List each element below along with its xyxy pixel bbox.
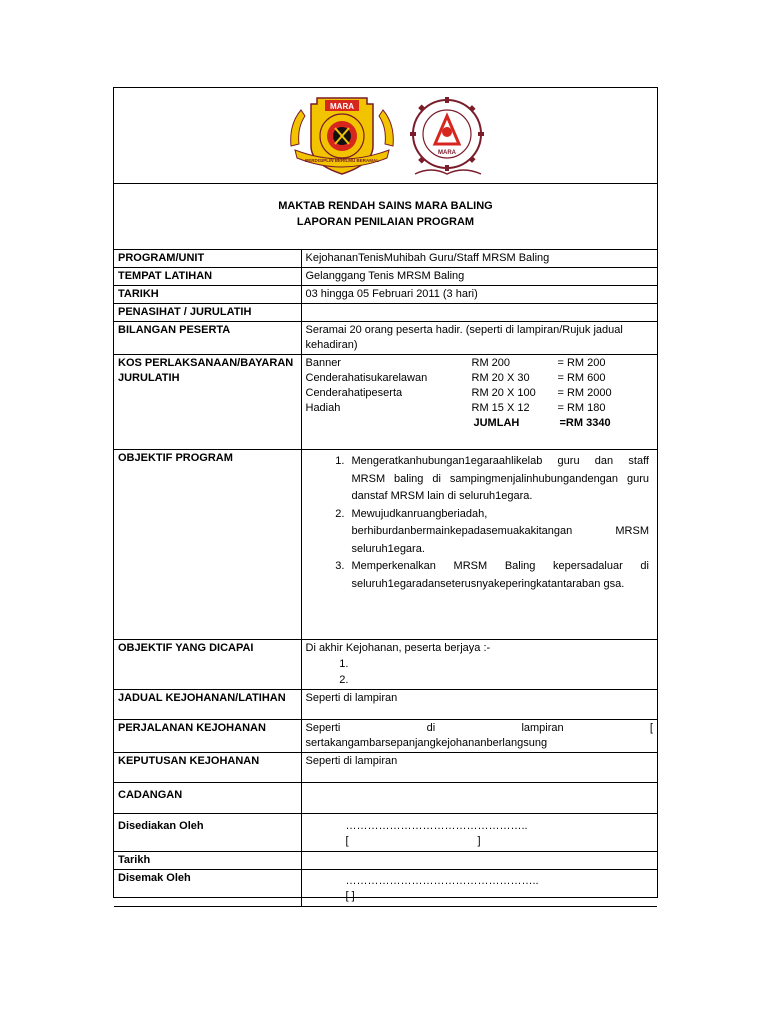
row-tempat [114, 268, 657, 286]
kos-calc: RM 20 X 30 [471, 372, 530, 384]
kos-item: Hadiah [305, 402, 341, 414]
objektif-list [306, 453, 650, 593]
value-jadual: Seperti di lampiran [301, 690, 657, 720]
row-penasihat [114, 304, 657, 322]
kos-total: = RM 180 [557, 402, 606, 414]
kos-jumlah-value: =RM 3340 [559, 417, 611, 429]
label-tarikh2: Tarikh [114, 852, 301, 870]
report-form-table [114, 249, 657, 907]
report-title: MAKTAB RENDAH SAINS MARA BALING [278, 200, 493, 212]
value-objektif [301, 450, 657, 640]
kos-line [306, 356, 654, 371]
signature-line: ………………………………………….. [345, 820, 528, 832]
value-bilangan: Seramai 20 orang peserta hadir. (seperti di lampiran/Rujuk jadual kehadiran) [301, 322, 657, 355]
row-perjalanan [114, 720, 657, 753]
kos-line [306, 386, 654, 401]
dicapai-item [352, 672, 654, 688]
dicapai-list [306, 656, 654, 688]
label-tarikh: TARIKH [114, 286, 301, 304]
row-dicapai [114, 640, 657, 690]
label-cadangan: CADANGAN [114, 783, 301, 814]
label-program: PROGRAM/UNIT [114, 250, 301, 268]
report-sheet [113, 87, 658, 902]
label-perjalanan: PERJALANAN KEJOHANAN [114, 720, 301, 753]
kos-total: = RM 200 [557, 357, 606, 369]
row-tarikh2 [114, 852, 657, 870]
perjalanan-word: lampiran [521, 722, 564, 734]
report-heading [114, 183, 657, 250]
kos-calc: RM 200 [471, 357, 511, 369]
signature-name-bracket: [ ] [345, 835, 481, 847]
kos-jumlah-line [306, 416, 654, 431]
label-kos: KOS PERLAKSANAAN/BAYARAN JURULATIH [114, 355, 301, 450]
perjalanan-word: [ [649, 722, 653, 734]
value-keputusan: Seperti di lampiran [301, 753, 657, 783]
label-disemak: Disemak Oleh [114, 870, 301, 907]
logo-row [114, 88, 657, 184]
mrsm-crest-logo [287, 94, 397, 180]
row-cadangan [114, 783, 657, 814]
dicapai-intro: Di akhir Kejohanan, peserta berjaya :- [305, 642, 491, 654]
label-jadual: JADUAL KEJOHANAN/LATIHAN [114, 690, 301, 720]
value-disediakan [301, 814, 657, 852]
kos-calc: RM 15 X 12 [471, 402, 530, 414]
mara-seal-logo [401, 94, 493, 180]
svg-text:MARA: MARA [330, 102, 354, 111]
objektif-item: 3. Memperkenalkan MRSM Baling kepersadaluar di seluruh1egaradanseterusnyakeperingkatantaraban gsa. [348, 558, 650, 593]
row-disemak [114, 870, 657, 907]
row-kos [114, 355, 657, 450]
row-jadual [114, 690, 657, 720]
report-subtitle: LAPORAN PENILAIAN PROGRAM [296, 216, 475, 228]
row-objektif [114, 450, 657, 640]
row-program [114, 250, 657, 268]
kos-total: = RM 2000 [557, 387, 612, 399]
value-tarikh2 [301, 852, 657, 870]
row-bilangan [114, 322, 657, 355]
svg-text:MARA: MARA [438, 150, 456, 156]
kos-item: Cenderahatisukarelawan [305, 372, 428, 384]
dicapai-item [352, 656, 654, 672]
label-objektif: OBJEKTIF PROGRAM [114, 450, 301, 640]
svg-text:BERDISIPLIN BERILMU BERAMAL: BERDISIPLIN BERILMU BERAMAL [305, 158, 379, 163]
value-tarikh: 03 hingga 05 Februari 2011 (3 hari) [301, 286, 657, 304]
objektif-item: 2. Mewujudkanruangberiadah, berhiburdanbermainkepadasemuakakitangan MRSM seluruh1egara. [348, 506, 650, 559]
row-tarikh [114, 286, 657, 304]
value-perjalanan [301, 720, 657, 753]
kos-item: Cenderahatipeserta [305, 387, 403, 399]
label-disediakan: Disediakan Oleh [114, 814, 301, 852]
kos-total: = RM 600 [557, 372, 606, 384]
kos-jumlah-label: JUMLAH [473, 417, 520, 429]
kos-calc: RM 20 X 100 [471, 387, 536, 399]
row-disediakan [114, 814, 657, 852]
value-program: KejohananTenisMuhibah Guru/Staff MRSM Baling [301, 250, 657, 268]
value-dicapai [301, 640, 657, 690]
row-keputusan [114, 753, 657, 783]
perjalanan-word: di [426, 722, 436, 734]
value-tempat: Gelanggang Tenis MRSM Baling [301, 268, 657, 286]
label-tempat: TEMPAT LATIHAN [114, 268, 301, 286]
perjalanan-line2: sertakangambarsepanjangkejohananberlangsung [305, 737, 548, 749]
label-dicapai: OBJEKTIF YANG DICAPAI [114, 640, 301, 690]
signature-name-bracket: [ ] [345, 890, 355, 902]
perjalanan-word: Seperti [305, 722, 341, 734]
value-disemak [301, 870, 657, 907]
kos-line [306, 371, 654, 386]
kos-line [306, 401, 654, 416]
value-kos [301, 355, 657, 450]
label-penasihat: PENASIHAT / JURULATIH [114, 304, 301, 322]
value-penasihat [301, 304, 657, 322]
label-keputusan: KEPUTUSAN KEJOHANAN [114, 753, 301, 783]
perjalanan-line1 [306, 721, 654, 736]
kos-item: Banner [305, 357, 341, 369]
label-bilangan: BILANGAN PESERTA [114, 322, 301, 355]
objektif-item: 1. Mengeratkanhubungan1egaraahlikelab guru dan staff MRSM baling di sampingmenjalinhubungandengan guru danstaf MRSM lain di seluruh1egara. [348, 453, 650, 506]
value-cadangan [301, 783, 657, 814]
signature-line: …………………………………………….. [345, 875, 539, 887]
